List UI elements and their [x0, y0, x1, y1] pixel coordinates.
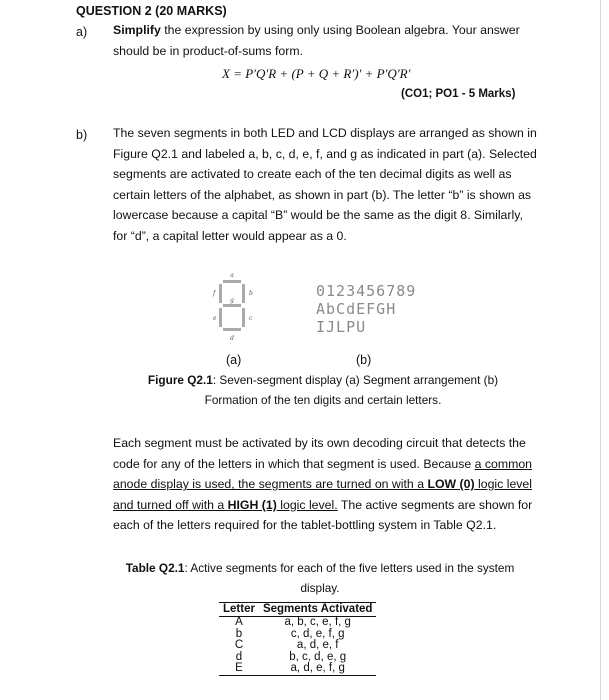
paragraph-2-line5: each of the letters required for the tablet-bottling system in Table Q2.1. [113, 518, 497, 533]
part-b-line: segments are activated to create each of the ten decimal digits as well as [113, 167, 512, 182]
segment-b [242, 284, 245, 303]
segment-f [219, 284, 222, 303]
high-level-text: HIGH (1) [227, 497, 277, 512]
paragraph-2-line2-underlined: a common [474, 456, 533, 471]
table-cell: b [235, 627, 243, 640]
figure-caption [123, 370, 523, 410]
part-b-paragraph [113, 123, 553, 247]
figure-label-a: (a) [226, 353, 242, 367]
table-header: Letter [219, 603, 259, 617]
paragraph-2-line2: code for any of the letters in which that segment is used. Because [113, 456, 475, 471]
table-cell: E [219, 663, 259, 675]
paragraph-2-line4: and turned off with a [113, 497, 228, 512]
segment-label-c: c [249, 315, 253, 322]
table-caption-title: Table Q2.1 [125, 561, 185, 575]
figure-caption-line2: Formation of the ten digits and certain letters. [204, 393, 442, 407]
digits-row: 0123456789 [316, 282, 417, 300]
part-b-line: lowercase because a capital “B” would be the same as the digit 8. Similarly, [113, 208, 523, 223]
table-cell: A [235, 616, 243, 628]
table-cell: a, d, e, f, g [259, 663, 377, 675]
letters-row-2: IJLPU [316, 318, 367, 336]
segment-label-g: g [230, 297, 234, 304]
paragraph-2-line4-mid: logic level. [276, 497, 338, 512]
table-header-row [219, 603, 376, 617]
part-b-label: b) [76, 128, 88, 142]
table-cell: d [235, 650, 243, 663]
marks-label: (CO1; PO1 - 5 Marks) [401, 88, 516, 100]
part-a-line1: the expression by using only using Boolean algebra. Your answer [160, 23, 520, 37]
part-b-line: Figure Q2.1 and labeled a, b, c, d, e, f, and g as indicated in part (a). Selected [113, 146, 537, 161]
table-cell: b, c, d, e, g [289, 650, 347, 663]
part-b-line: certain letters of the alphabet, as shown in part (b). The letter “b” is shown as [113, 187, 532, 202]
part-a-label: a) [76, 25, 88, 39]
paragraph-2-line3: anode display is used, the segments are turned on with a [113, 477, 428, 492]
paragraph-2 [113, 433, 553, 536]
segment-label-a: a [230, 272, 234, 279]
segment-label-f: f [213, 290, 216, 297]
figure-label-b: (b) [356, 353, 372, 367]
table-caption [110, 558, 530, 598]
table-caption-line1: : Active segments for each of the five letters used in the system [184, 561, 515, 575]
letters-row-1: AbCdEFGH [316, 300, 397, 318]
segment-d [223, 328, 241, 331]
part-b-line: The seven segments in both LED and LCD displays are arranged as shown in [113, 126, 537, 140]
table-cell: a, d, e, f [296, 639, 339, 652]
segment-label-d: d [230, 335, 234, 342]
seven-segment-diagram [205, 270, 267, 350]
paragraph-2-line4-end: The active segments are shown for [337, 497, 533, 512]
segments-table [219, 602, 376, 676]
table-cell: a, b, c, e, f, g [284, 616, 351, 628]
segment-c [242, 308, 245, 327]
figure-caption-title: Figure Q2.1 [147, 373, 213, 387]
table-cell: c, d, e, f, g [290, 627, 345, 640]
part-b-line: for “d”, a capital letter would appear as a 0. [113, 228, 347, 243]
segment-e [219, 308, 222, 327]
paragraph-2-line1: Each segment must be activated by its own decoding circuit that detects the [113, 436, 526, 450]
question-title: QUESTION 2 (20 MARKS) [76, 4, 227, 18]
segment-label-b: b [249, 290, 253, 297]
segment-label-e: e [213, 315, 217, 322]
table-row [219, 663, 376, 675]
part-a-text [113, 20, 553, 61]
low-level-text: LOW (0) [427, 477, 475, 492]
part-a-line2: should be in product-of-sums form. [113, 43, 304, 58]
table-cell: C [234, 639, 244, 652]
figure-caption-line1: : Seven-segment display (a) Segment arrangement (b) [212, 373, 499, 387]
segment-a [223, 280, 241, 283]
table-row [219, 617, 376, 629]
segment-g [223, 304, 241, 307]
table-caption-line2: display. [300, 581, 340, 595]
part-a-lead: Simplify [113, 23, 161, 37]
table-header: Segments Activated [259, 603, 377, 617]
boolean-expression: X = P′Q′R + (P + Q + R′)′ + P′Q′R′ [222, 66, 411, 81]
paragraph-2-line3-end: logic level [474, 477, 533, 492]
